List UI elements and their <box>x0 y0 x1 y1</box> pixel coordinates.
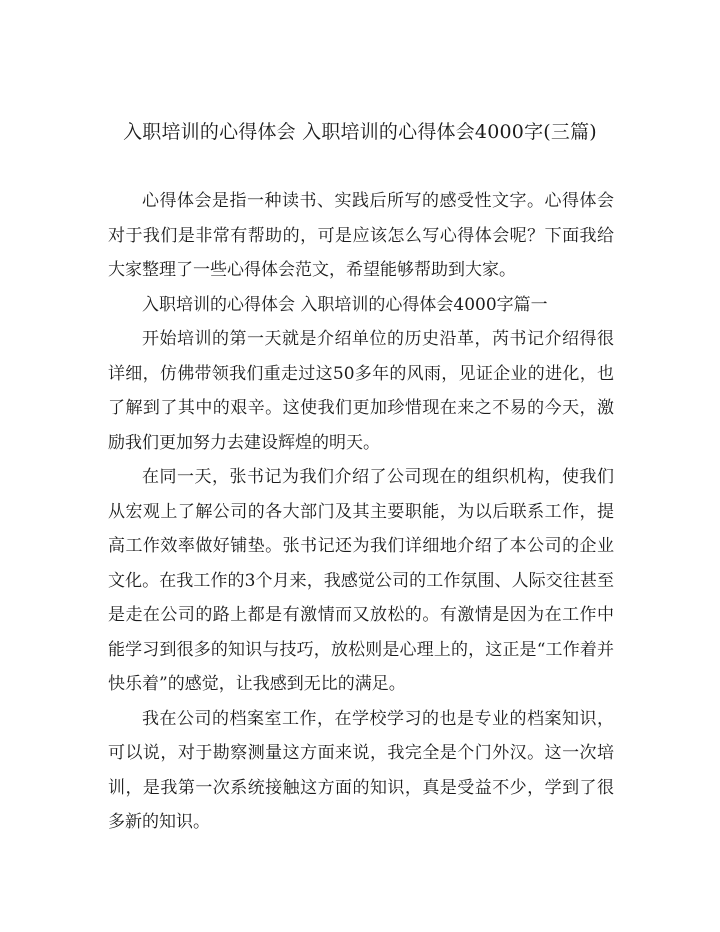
section-heading: 入职培训的心得体会 入职培训的心得体会4000字篇一 <box>142 294 548 315</box>
document-title: 入职培训的心得体会 入职培训的心得体会4000字(三篇) <box>123 121 597 143</box>
body-paragraph: 开始培训的第一天就是介绍单位的历史沿革，芮书记介绍得很详细，仿佛带领我们重走过这50多年的风雨，见证企业的进化，也了解到了其中的艰辛。这使我们更加珍惜现在来之不易的今天，激励我们更加努力去建设辉煌的明天。 <box>108 329 614 453</box>
intro-paragraph: 心得体会是指一种读书、实践后所写的感受性文字。心得体会对于我们是非常有帮助的，可是应该怎么写心得体会呢？下面我给大家整理了一些心得体会范文，希望能够帮助到大家。 <box>108 191 614 280</box>
body-paragraph: 我在公司的档案室工作，在学校学习的也是专业的档案知识，可以说，对于勘察测量这方面来说，我完全是个门外汉。这一次培训，是我第一次系统接触这方面的知识，真是受益不少，学到了很多新的知识。 <box>108 708 614 832</box>
document-body <box>108 184 614 840</box>
body-paragraph: 在同一天，张书记为我们介绍了公司现在的组织机构，使我们从宏观上了解公司的各大部门及其主要职能，为以后联系工作，提高工作效率做好铺垫。张书记还为我们详细地介绍了本公司的企业文化。在我工作的3个月来，我感觉公司的工作氛围、人际交往甚至是走在公司的路上都是有激情而又放松的。有激情是因为在工作中能学习到很多的知识与技巧，放松则是心理上的，这正是“工作着并快乐着”的感觉，让我感到无比的满足。 <box>108 467 614 694</box>
